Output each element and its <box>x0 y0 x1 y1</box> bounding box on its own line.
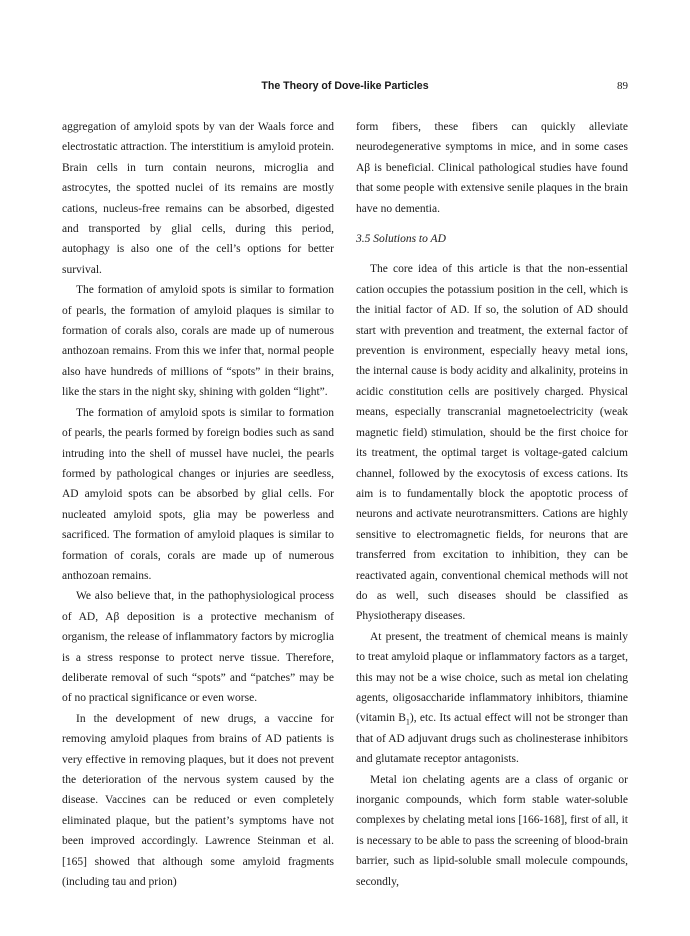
paragraph: In the development of new drugs, a vaccine for removing amyloid plaques from brains of AD patients is very effective in removing plaques, but it does not prevent the deterioration of the nervous system caused by the disease. Vaccines can be reduced or even completely eliminated plaque, but the patient’s symptoms have not been improved accordingly. Lawrence Steinman et al. [165] showed that although some amyloid fragments (including tau and prion) <box>62 712 334 889</box>
page-number: 89 <box>617 80 628 92</box>
paragraph: The formation of amyloid spots is similar to formation of pearls, the pearls formed by foreign bodies such as sand intruding into the shell of mussel have nuclei, the pearls formed by pathological changes or injuries are seedless, AD amyloid spots can be absorbed by glial cells. For nucleated amyloid spots, glia may be powerless and sacrificed. The formation of amyloid plaques is similar to formation of corals, corals are made up of numerous anthozoan remains. <box>62 406 334 582</box>
paragraph: We also believe that, in the pathophysiological process of AD, Aβ deposition is a protective mechanism of organism, the release of inflammatory factors by microglia is a stress response to protect nerve tissue. Therefore, deliberate removal of such “spots” and “patches” may be of no practical significance or even worse. <box>62 590 334 705</box>
paragraph: The core idea of this article is that the non-essential cation occupies the potassium position in the cell, which is the initial factor of AD. If so, the solution of AD should start with prevention and treatment, the external factor of prevention is environment, especially heavy metal ions, the internal cause is body acidity and alkalinity, proteins in acidic constitution cells are positively charged. Physical means, especially transcranial magnetoelectricity (weak magnetic field) stimulation, should be the first choice for its treatment, the optimal target is voltage-gated calcium channel, followed by the exocytosis of excess cations. Its aim is to fundamentally block the apoptotic process of neurons and activate neurotransmitters. Cations are highly sensitive to electromagnetic fields, for neurons that are transferred from excitation to inhibition, they can be reactivated again, conventional chemical methods will not do as well, such diseases should be classified as Physiotherapy diseases. <box>356 263 628 623</box>
paragraph: aggregation of amyloid spots by van der Waals force and electrostatic attraction. The interstitium is amyloid protein. Brain cells in turn contain neurons, microglia and astrocytes, the spotted nuclei of its remains are mostly cations, nucleus-free remains can be absorbed, digested and transported by glial cells, during this period, autophagy is also one of the cell’s options for better survival. <box>62 121 334 276</box>
right-column <box>356 117 628 892</box>
paragraph: The formation of amyloid spots is similar to formation of pearls, the formation of amyloid plaques is similar to formation of corals also, corals are made up of numerous anthozoan remains. From this we infer that, normal people also have hundreds of millions of “spots” in their brains, like the stars in the night sky, shining with golden “light”. <box>62 284 334 399</box>
subscript: 1 <box>405 717 410 727</box>
paragraph <box>356 627 628 770</box>
section-heading: 3.5 Solutions to AD <box>356 233 446 246</box>
paragraph: Metal ion chelating agents are a class of organic or inorganic compounds, which form stable water-soluble complexes by chelating metal ions [166-168], first of all, it is necessary to be able to pass the screening of blood-brain barrier, such as lipid-soluble small molecule compounds, secondly, <box>356 773 628 888</box>
paragraph: form fibers, these fibers can quickly alleviate neurodegenerative symptoms in mice, and in some cases Aβ is beneficial. Clinical pathological studies have found that some people with extensive senile plaques in the brain have no dementia. <box>356 121 628 215</box>
page-header <box>62 80 628 100</box>
paragraph-text: At present, the treatment of chemical means is mainly to treat amyloid plaque or inflammatory factors as a target, this may not be a wise choice, such as metal ion chelating agents, oligosaccharide inflammatory inhibitors, thiamine (vitamin B <box>356 630 628 725</box>
left-column <box>62 117 334 892</box>
running-title: The Theory of Dove-like Particles <box>261 80 429 92</box>
paragraph-text: ), etc. Its actual effect will not be stronger than that of AD adjuvant drugs such as cholinesterase inhibitors and glutamate receptor antagonists. <box>356 712 628 766</box>
